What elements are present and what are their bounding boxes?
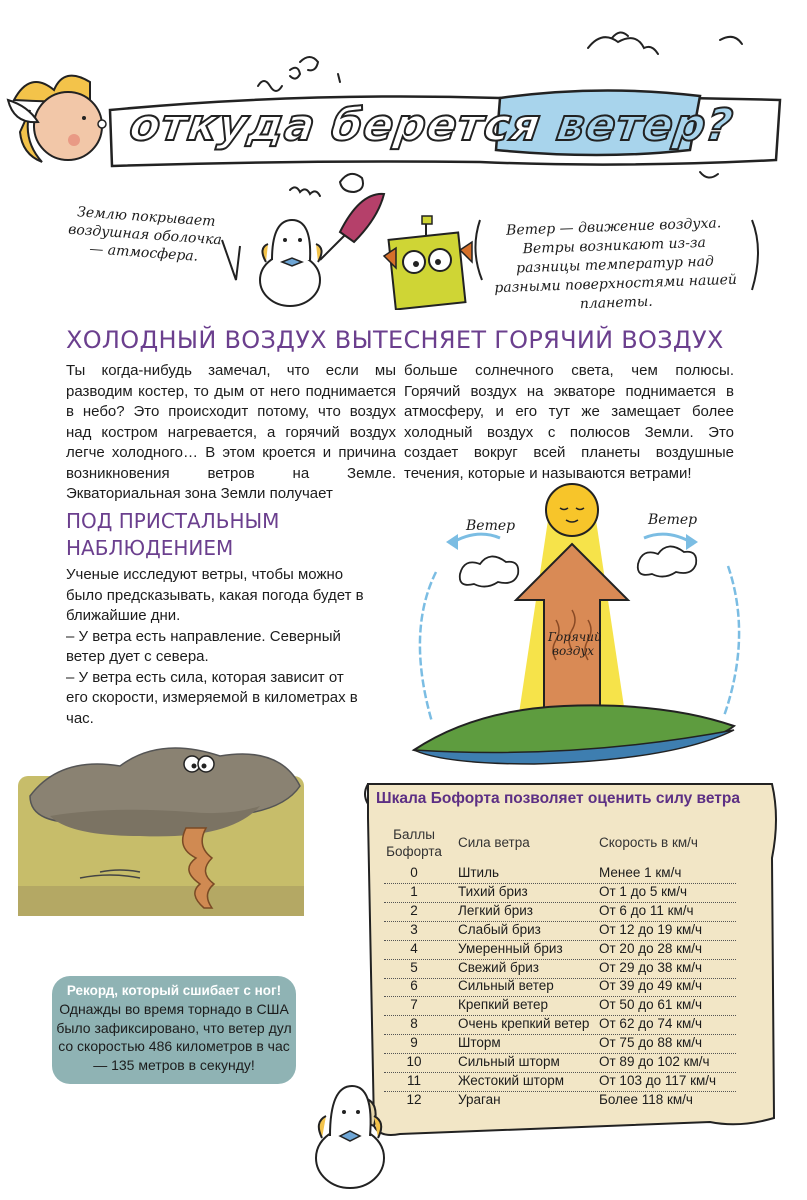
beaufort-number: 12 bbox=[406, 1091, 422, 1107]
table-row bbox=[384, 1072, 736, 1092]
wind-force-name: Штиль bbox=[458, 865, 500, 880]
wind-force-name: Шторм bbox=[458, 1035, 501, 1051]
hot-air-diagram bbox=[400, 480, 800, 770]
table-row bbox=[384, 1034, 736, 1054]
wind-speed: От 6 до 11 км/ч bbox=[599, 902, 694, 918]
beaufort-number: 6 bbox=[410, 978, 418, 994]
wind-speed: От 50 до 61 км/ч bbox=[599, 997, 703, 1013]
beaufort-number: 10 bbox=[406, 1054, 422, 1069]
wind-force-name: Легкий бриз bbox=[458, 902, 534, 918]
record-callout bbox=[52, 976, 296, 1084]
cherub-wind-face bbox=[8, 76, 106, 162]
observation-text bbox=[66, 565, 366, 729]
section-heading-cold-hot-air: ХОЛОДНЫЙ ВОЗДУХ ВЫТЕСНЯЕТ ГОРЯЧИЙ ВОЗДУХ bbox=[66, 326, 724, 354]
wind-speed: От 75 до 88 км/ч bbox=[599, 1035, 703, 1051]
table-row bbox=[384, 1053, 736, 1073]
observation-paragraph-3: – У ветра есть сила, которая зависит от его скорости, измеряемой в километрах в час. bbox=[66, 668, 358, 727]
record-title: Рекорд, который сшибает с ног! bbox=[66, 983, 282, 998]
wind-force-name: Жестокий шторм bbox=[458, 1072, 564, 1088]
wind-speed: Менее 1 км/ч bbox=[599, 865, 682, 880]
wind-force-name: Очень крепкий ветер bbox=[458, 1016, 590, 1032]
wind-speed: От 89 до 102 км/ч bbox=[599, 1054, 710, 1069]
wind-speed: Более 118 км/ч bbox=[599, 1091, 693, 1107]
page-title bbox=[126, 100, 736, 151]
wind-force-name: Сильный шторм bbox=[458, 1054, 560, 1069]
beaufort-number: 7 bbox=[410, 997, 418, 1013]
wind-label-right: Ветер bbox=[648, 512, 698, 528]
title-part-2: ветер? bbox=[553, 100, 737, 151]
wind-force-name: Ураган bbox=[458, 1091, 501, 1107]
table-row bbox=[384, 940, 736, 960]
beaufort-number: 8 bbox=[410, 1016, 418, 1032]
hot-air-label bbox=[548, 630, 602, 658]
title-part-1: откуда берется bbox=[126, 100, 545, 151]
beaufort-number: 1 bbox=[410, 883, 418, 899]
body-column-right: больше солнечного света, чем полюсы. Горячий воздух на экваторе поднимается в атмосферу, и его тут же замещает более холодный воздух с полюсов Земли. Это создает вокруг всей планеты воздушные течения, которые и называются ветрами! bbox=[404, 362, 734, 482]
beaufort-number: 9 bbox=[410, 1035, 418, 1051]
record-text: Однажды во время торнадо в США было зафиксировано, что ветер дул со скоростью 486 километров в час — 135 метров в секунду! bbox=[56, 1001, 292, 1073]
col-header-beaufort-points-line-1: Баллы bbox=[393, 827, 435, 842]
table-row bbox=[384, 921, 736, 941]
table-row bbox=[384, 996, 736, 1016]
wind-label-left: Ветер bbox=[466, 518, 516, 534]
tornado-illustration bbox=[10, 736, 310, 926]
beaufort-number: 3 bbox=[410, 921, 418, 937]
bubble-atmosphere: Землю покрывает воздушная оболочка — атмосфера. bbox=[67, 204, 223, 265]
table-row bbox=[384, 902, 736, 922]
beaufort-number: 0 bbox=[410, 865, 418, 880]
observation-paragraph-1: Ученые исследуют ветры, чтобы можно было предсказывать, какая погода будет в ближайшие дни. bbox=[66, 566, 364, 624]
wind-force-name: Свежий бриз bbox=[458, 959, 539, 975]
observation-paragraph-2: – У ветра есть направление. Северный ветер дует с севера. bbox=[66, 627, 341, 665]
wind-speed: От 29 до 38 км/ч bbox=[599, 959, 703, 975]
wind-speed: От 20 до 28 км/ч bbox=[599, 940, 703, 956]
col-header-beaufort-points-line-2: Бофорта bbox=[386, 844, 442, 859]
col-header-speed: Скорость в км/ч bbox=[599, 835, 698, 850]
wind-force-name: Тихий бриз bbox=[458, 883, 528, 899]
beaufort-number: 4 bbox=[410, 940, 418, 956]
body-column-left: Ты когда-нибудь замечал, что если мы разводим костер, то дым от него поднимается в небо? Это происходит потому, что воздух над костром нагревается, а горячий воздух легче холодного… В этом кроется и причина возникновения ветров на Земле. Экваториальная зона Земли получает bbox=[66, 362, 396, 502]
section-heading-observation: ПОД ПРИСТАЛЬНЫМ НАБЛЮДЕНИЕМ bbox=[66, 509, 280, 560]
table-row bbox=[384, 1015, 736, 1035]
beaufort-title: Шкала Бофорта позволяет оценить силу ветра bbox=[376, 790, 740, 807]
table-row bbox=[384, 977, 736, 997]
beaufort-number: 2 bbox=[410, 902, 418, 918]
wind-speed: От 103 до 117 км/ч bbox=[599, 1072, 717, 1088]
box-character bbox=[384, 216, 472, 309]
beaufort-number: 5 bbox=[410, 959, 418, 975]
wind-force-name: Сильный ветер bbox=[458, 978, 554, 994]
wind-speed: От 62 до 74 км/ч bbox=[599, 1016, 703, 1032]
bubble-wind-definition: Ветер — движение воздуха. Ветры возникают из-за разницы температур над разными поверхностями нашей планеты. bbox=[494, 215, 738, 313]
table-row bbox=[384, 864, 736, 884]
hot-air-label-line-1: Горячий bbox=[548, 630, 602, 644]
table-row bbox=[384, 959, 736, 979]
wind-speed: От 1 до 5 км/ч bbox=[599, 883, 688, 899]
table-row bbox=[384, 1091, 736, 1110]
wind-speed: От 39 до 49 км/ч bbox=[599, 978, 703, 994]
beaufort-number: 11 bbox=[406, 1072, 421, 1088]
hot-air-label-line-2: воздух bbox=[551, 644, 595, 658]
wind-force-name: Слабый бриз bbox=[458, 921, 541, 937]
egg-character bbox=[260, 194, 384, 306]
wind-force-name: Умеренный бриз bbox=[458, 940, 563, 956]
col-header-beaufort-points bbox=[384, 826, 444, 860]
table-row bbox=[384, 883, 736, 903]
col-header-wind-force: Сила ветра bbox=[458, 835, 530, 850]
wind-force-name: Крепкий ветер bbox=[458, 997, 549, 1013]
wind-speed: От 12 до 19 км/ч bbox=[599, 921, 703, 937]
